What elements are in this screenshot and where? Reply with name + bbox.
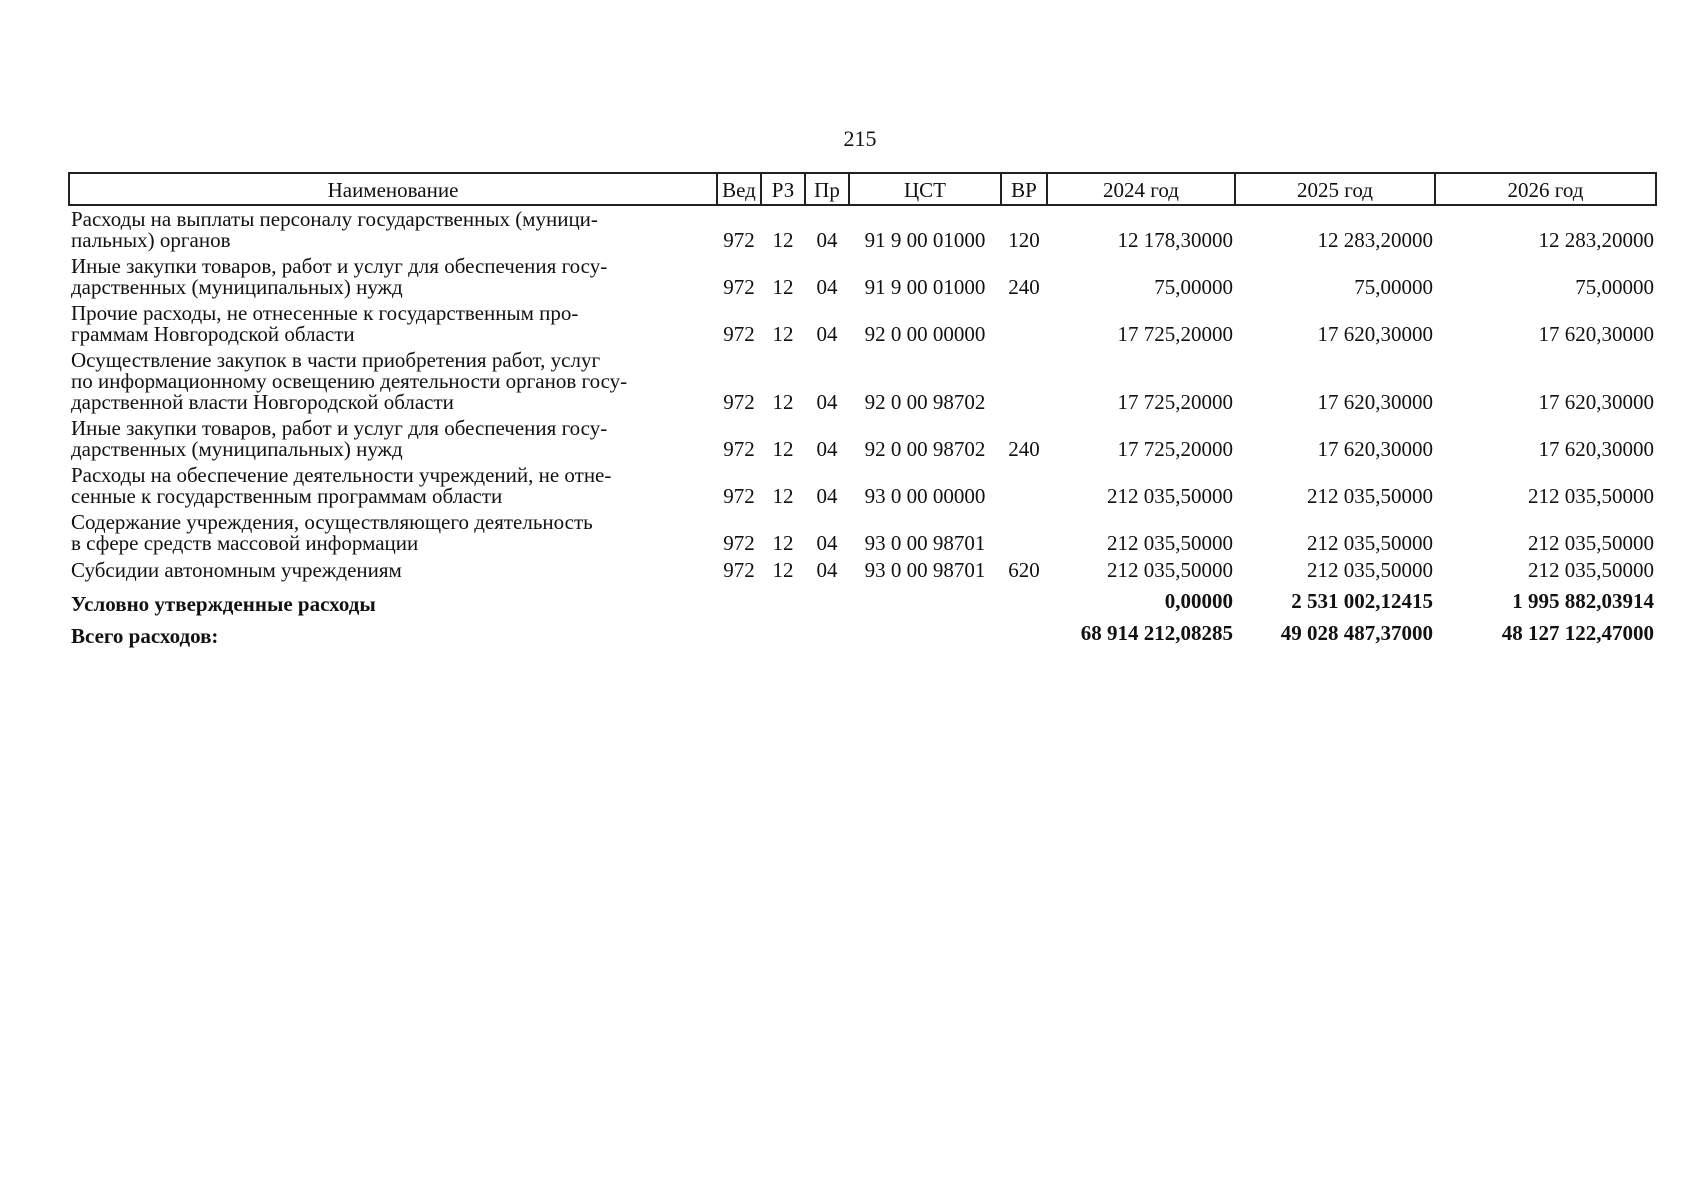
cell-rz: 12 <box>772 275 794 299</box>
cell-2024: 17 725,20000 <box>1117 322 1233 346</box>
header-2026: 2026 год <box>1435 173 1656 205</box>
cell-name <box>69 556 717 583</box>
cell-ved: 972 <box>723 275 755 299</box>
cell-name-line: в сфере средств массовой информации <box>71 531 419 555</box>
header-2025: 2025 год <box>1235 173 1435 205</box>
cell-name-line: граммам Новгородской области <box>71 322 355 346</box>
header-pr: Пр <box>805 173 849 205</box>
total-2024: 68 914 212,08285 <box>1080 621 1233 645</box>
total-row <box>69 615 1656 647</box>
cell-2024: 212 035,50000 <box>1107 558 1233 582</box>
cell-name-line: Расходы на выплаты персоналу государственных (муници- <box>71 207 598 231</box>
cell-name-line: дарственных (муниципальных) нужд <box>71 275 403 299</box>
empty-cell <box>849 615 1001 647</box>
header-rz: РЗ <box>761 173 805 205</box>
cell-pr: 04 <box>816 390 838 414</box>
cell-pr: 04 <box>816 531 838 555</box>
cell-2025: 17 620,30000 <box>1317 437 1433 461</box>
cell-name-line: Иные закупки товаров, работ и услуг для обеспечения госу- <box>71 416 608 440</box>
table-row <box>69 509 1656 556</box>
cell-name-line: дарственной власти Новгородской области <box>71 390 454 414</box>
table-row <box>69 253 1656 300</box>
cell-2025: 75,00000 <box>1354 275 1433 299</box>
cell-name-line: Расходы на обеспечение деятельности учреждений, не отне- <box>71 463 612 487</box>
cell-rz: 12 <box>772 437 794 461</box>
cell-ved: 972 <box>723 322 755 346</box>
table-body <box>69 205 1656 647</box>
cell-cst: 93 0 00 00000 <box>864 484 986 508</box>
cell-2025: 212 035,50000 <box>1307 484 1433 508</box>
budget-table <box>68 172 1657 647</box>
cell-rz: 12 <box>772 484 794 508</box>
cell-rz: 12 <box>772 228 794 252</box>
cell-2025: 17 620,30000 <box>1317 390 1433 414</box>
cell-ved: 972 <box>723 484 755 508</box>
cell-ved: 972 <box>723 390 755 414</box>
cell-pr: 04 <box>816 437 838 461</box>
table-row <box>69 300 1656 347</box>
cell-name <box>69 205 717 253</box>
cell-name <box>69 347 717 415</box>
cell-name <box>69 509 717 556</box>
cell-ved: 972 <box>723 437 755 461</box>
empty-cell <box>717 615 761 647</box>
empty-cell <box>717 583 761 615</box>
cell-2026: 12 283,20000 <box>1538 228 1654 252</box>
cell-2025: 17 620,30000 <box>1317 322 1433 346</box>
cell-2026: 212 035,50000 <box>1528 558 1654 582</box>
cell-2026: 17 620,30000 <box>1538 322 1654 346</box>
cell-2026: 212 035,50000 <box>1528 531 1654 555</box>
empty-cell <box>1001 615 1047 647</box>
empty-cell <box>805 583 849 615</box>
cell-pr: 04 <box>816 558 838 582</box>
empty-cell <box>849 583 1001 615</box>
cell-2024: 212 035,50000 <box>1107 484 1233 508</box>
cell-2025: 212 035,50000 <box>1307 531 1433 555</box>
cell-cst: 91 9 00 01000 <box>864 228 986 252</box>
total-label: Всего расходов: <box>71 624 219 648</box>
cell-name-line: по информационному освещению деятельности органов госу- <box>71 369 628 393</box>
header-vr: ВР <box>1001 173 1047 205</box>
cell-cst: 93 0 00 98701 <box>864 531 986 555</box>
cell-name-line: пальных) органов <box>71 228 231 252</box>
cell-name-line: Иные закупки товаров, работ и услуг для обеспечения госу- <box>71 254 608 278</box>
cell-2024: 12 178,30000 <box>1117 228 1233 252</box>
cell-name-line: Прочие расходы, не отнесенные к государственным про- <box>71 301 579 325</box>
cell-name <box>69 253 717 300</box>
cell-cst: 92 0 00 98702 <box>864 390 986 414</box>
cell-rz: 12 <box>772 531 794 555</box>
cell-rz: 12 <box>772 390 794 414</box>
empty-cell <box>805 615 849 647</box>
cell-name <box>69 462 717 509</box>
cell-vr: 240 <box>1008 275 1040 299</box>
header-name: Наименование <box>69 173 717 205</box>
total-2025: 2 531 002,12415 <box>1291 589 1433 613</box>
total-2024: 0,00000 <box>1164 589 1233 613</box>
cell-2025: 12 283,20000 <box>1317 228 1433 252</box>
total-2026: 48 127 122,47000 <box>1501 621 1654 645</box>
empty-cell <box>761 583 805 615</box>
cell-pr: 04 <box>816 228 838 252</box>
cell-name-line: Содержание учреждения, осуществляющего деятельность <box>71 510 593 534</box>
cell-name-line: сенные к государственным программам области <box>71 484 503 508</box>
cell-cst: 91 9 00 01000 <box>864 275 986 299</box>
cell-cst: 92 0 00 98702 <box>864 437 986 461</box>
cell-vr <box>1001 300 1047 347</box>
total-label: Условно утвержденные расходы <box>71 592 376 616</box>
cell-pr: 04 <box>816 275 838 299</box>
cell-2024: 212 035,50000 <box>1107 531 1233 555</box>
cell-pr: 04 <box>816 484 838 508</box>
cell-cst: 92 0 00 00000 <box>864 322 986 346</box>
cell-vr <box>1001 462 1047 509</box>
cell-name <box>69 300 717 347</box>
cell-2026: 212 035,50000 <box>1528 484 1654 508</box>
empty-cell <box>1001 583 1047 615</box>
cell-2024: 75,00000 <box>1154 275 1233 299</box>
cell-vr: 240 <box>1008 437 1040 461</box>
cell-rz: 12 <box>772 558 794 582</box>
cell-name <box>69 415 717 462</box>
cell-vr: 620 <box>1008 558 1040 582</box>
table-row <box>69 347 1656 415</box>
cell-vr <box>1001 509 1047 556</box>
table-row <box>69 462 1656 509</box>
cell-pr: 04 <box>816 322 838 346</box>
cell-2026: 17 620,30000 <box>1538 390 1654 414</box>
cell-2025: 212 035,50000 <box>1307 558 1433 582</box>
table-row <box>69 415 1656 462</box>
header-2024: 2024 год <box>1047 173 1235 205</box>
cell-cst: 93 0 00 98701 <box>864 558 986 582</box>
cell-ved: 972 <box>723 531 755 555</box>
header-cst: ЦСТ <box>849 173 1001 205</box>
total-2025: 49 028 487,37000 <box>1280 621 1433 645</box>
cell-2024: 17 725,20000 <box>1117 437 1233 461</box>
header-ved: Вед <box>717 173 761 205</box>
cell-name-line: Осуществление закупок в части приобретения работ, услуг <box>71 348 601 372</box>
cell-2024: 17 725,20000 <box>1117 390 1233 414</box>
cell-rz: 12 <box>772 322 794 346</box>
cell-name-line: дарственных (муниципальных) нужд <box>71 437 403 461</box>
cell-2026: 17 620,30000 <box>1538 437 1654 461</box>
cell-2026: 75,00000 <box>1575 275 1654 299</box>
empty-cell <box>761 615 805 647</box>
cell-name-line: Субсидии автономным учреждениям <box>71 558 402 582</box>
total-2026: 1 995 882,03914 <box>1512 589 1654 613</box>
table-header-row <box>69 173 1656 205</box>
page-number: 215 <box>843 126 877 151</box>
table-row <box>69 205 1656 253</box>
cell-ved: 972 <box>723 228 755 252</box>
cell-vr: 120 <box>1008 228 1040 252</box>
total-row <box>69 583 1656 615</box>
cell-ved: 972 <box>723 558 755 582</box>
table-row <box>69 556 1656 583</box>
cell-vr <box>1001 347 1047 415</box>
